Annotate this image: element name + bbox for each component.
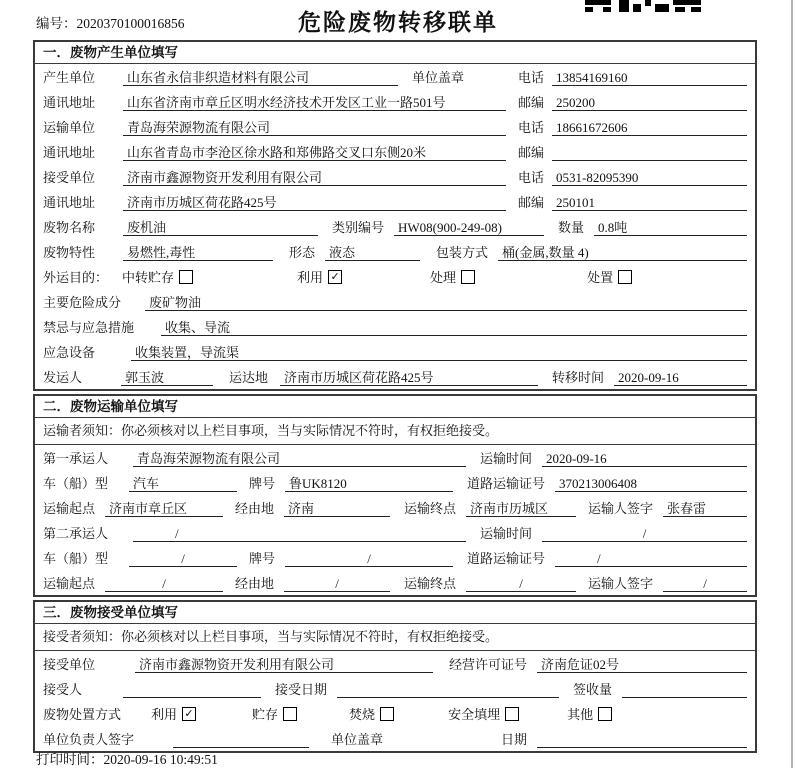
accept-date-label: 接受日期: [275, 682, 328, 697]
hazard-value: 废矿物油: [145, 294, 747, 311]
purpose-option-use: 利用 ✓: [297, 267, 342, 286]
carrier-sign-label: 运输人签字: [588, 576, 654, 591]
carrier-sign-label: 运输人签字: [588, 501, 654, 516]
plate-label: 牌号: [249, 476, 276, 491]
receiver-address-row: [35, 189, 755, 214]
section-producer: [33, 40, 757, 391]
accept-unit-label: 接受单位: [43, 657, 96, 672]
date-label: 日期: [500, 732, 527, 747]
checkbox-icon: [598, 707, 612, 721]
road-permit-value: /: [555, 550, 747, 567]
vehicle2-row: [35, 545, 755, 570]
address-label: 通讯地址: [43, 195, 96, 210]
waste-name-value: 废机油: [123, 219, 318, 236]
producer-address: 山东省济南市章丘区明水经济技术开发区工业一路501号: [123, 94, 506, 111]
waste-form-value: 液态: [325, 244, 420, 261]
waste-name-label: 废物名称: [43, 220, 96, 235]
route-start-value: 济南市章丘区: [105, 500, 223, 517]
seal-label: 单位盖章: [412, 70, 465, 85]
page-right-edge: [791, 0, 793, 768]
receiver-address: 济南市历城区荷花路425号: [123, 194, 506, 211]
phone-label: 电话: [517, 170, 544, 185]
dispatch-row: [35, 364, 755, 389]
waste-form-label: 形态: [289, 245, 316, 260]
receipt-qty-value: [622, 681, 747, 698]
address-label: 通讯地址: [43, 95, 96, 110]
receipt-qty-label: 签收量: [573, 682, 613, 697]
date-value: [537, 731, 747, 748]
road-permit-label: 道路运输证号: [467, 476, 546, 491]
waste-code-value: HW08(900-249-08): [394, 219, 544, 236]
transporter-address-row: [35, 139, 755, 164]
checkbox-icon: [618, 270, 632, 284]
route-via-value: /: [284, 575, 390, 592]
receive-notice: 接受者须知：你必须核对以上栏目事项，当与实际情况不符时，有权拒绝接受。: [35, 624, 755, 651]
accept-unit-row: [35, 651, 755, 676]
producer-phone: 13854169160: [552, 69, 747, 86]
disposal-option-other: 其他: [567, 704, 612, 723]
purpose-option-dispose: 处置: [587, 267, 632, 286]
phone-label: 电话: [517, 120, 544, 135]
producer-address-row: [35, 89, 755, 114]
producer-label: 产生单位: [43, 70, 96, 85]
plate-value: /: [285, 550, 453, 567]
carrier2-value: /: [133, 525, 466, 542]
disposal-option-store: 贮存: [252, 704, 297, 723]
disposal-option-burn: 焚烧: [349, 704, 394, 723]
carrier2-row: [35, 520, 755, 545]
section3-heading: 三．废物接受单位填写: [35, 602, 755, 624]
purpose-row: [35, 264, 755, 289]
section2-heading: 二．废物运输单位填写: [35, 396, 755, 418]
disposal-method-row: [35, 701, 755, 726]
producer-zip: 250200: [552, 94, 747, 111]
carrier1-label: 第一承运人: [43, 451, 109, 466]
receiver-value: 济南市鑫源物资开发利用有限公司: [123, 169, 506, 186]
route-end-value: /: [466, 575, 576, 592]
purpose-option-treat: 处理: [430, 267, 475, 286]
phone-label: 电话: [517, 70, 544, 85]
carrier-sign-value: 张春雷: [663, 500, 747, 517]
receiver-row: [35, 164, 755, 189]
producer-row: [35, 64, 755, 89]
emergency-measures-row: [35, 314, 755, 339]
print-time-value: 2020-09-16 10:49:51: [103, 752, 218, 767]
zip-label: 邮编: [517, 95, 544, 110]
dispatcher-value: 郭玉波: [121, 369, 213, 386]
route-start-value: /: [105, 575, 223, 592]
road-permit-value: 370213006408: [555, 475, 747, 492]
accept-person-value: [123, 681, 261, 698]
checkbox-icon: [380, 707, 394, 721]
route-start-label: 运输起点: [43, 501, 96, 516]
waste-code-label: 类别编号: [332, 220, 385, 235]
receiver-label: 接受单位: [43, 170, 96, 185]
section-receiver: [33, 600, 757, 753]
receiver-phone: 0531-82095390: [552, 169, 747, 186]
route-end-label: 运输终点: [404, 501, 457, 516]
transporter-value: 青岛海荣源物流有限公司: [123, 119, 506, 136]
unit-seal-label: 单位盖章: [331, 732, 384, 747]
checkbox-icon: ✓: [182, 707, 196, 721]
checkbox-icon: [179, 270, 193, 284]
transport-time-label: 运输时间: [479, 526, 532, 541]
accept-unit-value: 济南市鑫源物资开发利用有限公司: [135, 656, 433, 673]
transporter-row: [35, 114, 755, 139]
carrier1-row: [35, 445, 755, 470]
responsible-sign-value: [173, 731, 309, 748]
emergency-measures-value: 收集、导流: [161, 319, 747, 336]
destination-label: 运达地: [229, 370, 269, 385]
transfer-form: [33, 40, 757, 756]
vehicle1-row: [35, 470, 755, 495]
accept-person-label: 接受人: [43, 682, 83, 697]
waste-property-value: 易燃性,毒性: [123, 244, 273, 261]
print-time-label: 打印时间：: [36, 752, 104, 767]
plate-label: 牌号: [249, 551, 276, 566]
dispatcher-label: 发运人: [43, 370, 83, 385]
print-time: [36, 748, 218, 768]
plate-value: 鲁UK8120: [285, 475, 453, 492]
accept-date-value: [337, 681, 559, 698]
zip-label: 邮编: [517, 195, 544, 210]
address-label: 通讯地址: [43, 145, 96, 160]
transporter-address: 山东省青岛市李沧区徐水路和郑佛路交叉口东侧20米: [123, 144, 506, 161]
transporter-zip: [552, 144, 747, 161]
checkbox-icon: [283, 707, 297, 721]
section-transport: [33, 394, 757, 597]
vehicle-type-label: 车（船）型: [43, 551, 109, 566]
packing-value: 桶(金属,数量 4): [498, 244, 747, 261]
route1-row: [35, 495, 755, 520]
disposal-method-label: 废物处置方式: [43, 707, 122, 722]
transport-time-label: 运输时间: [479, 451, 532, 466]
route-end-label: 运输终点: [404, 576, 457, 591]
receiver-zip: 250101: [552, 194, 747, 211]
transfer-time-label: 转移时间: [552, 370, 605, 385]
checkbox-icon: ✓: [328, 270, 342, 284]
transfer-time-value: 2020-09-16: [614, 369, 747, 386]
waste-name-row: [35, 214, 755, 239]
waste-property-label: 废物特性: [43, 245, 96, 260]
responsible-sign-label: 单位负责人签字: [43, 732, 135, 747]
transporter-phone: 18661672606: [552, 119, 747, 136]
doc-number-label: 编号：: [36, 16, 77, 31]
vehicle-type-value: /: [129, 550, 237, 567]
carrier1-value: 青岛海荣源物流有限公司: [133, 450, 466, 467]
accept-person-row: [35, 676, 755, 701]
waste-qty-label: 数量: [558, 220, 585, 235]
destination-value: 济南市历城区荷花路425号: [280, 369, 538, 386]
transporter-label: 运输单位: [43, 120, 96, 135]
waste-qty-value: 0.8吨: [594, 219, 747, 236]
doc-number-value: 2020370100016856: [76, 16, 185, 31]
packing-label: 包装方式: [436, 245, 489, 260]
document-header: [0, 0, 796, 40]
road-permit-label: 道路运输证号: [467, 551, 546, 566]
emergency-equipment-value: 收集装置，导流渠: [131, 344, 747, 361]
route-end-value: 济南市历城区: [466, 500, 576, 517]
zip-label: 邮编: [517, 145, 544, 160]
vehicle-type-label: 车（船）型: [43, 476, 109, 491]
license-value: 济南危证02号: [537, 656, 747, 673]
hazard-label: 主要危险成分: [43, 295, 122, 310]
route-via-value: 济南: [284, 500, 390, 517]
carrier1-time: 2020-09-16: [542, 450, 747, 467]
route2-row: [35, 570, 755, 595]
purpose-option-transfer: 中转贮存: [122, 267, 193, 286]
vehicle-type-value: 汽车: [129, 475, 237, 492]
purpose-label: 外运目的：: [43, 270, 109, 285]
transport-notice: 运输者须知：你必须核对以上栏目事项，当与实际情况不符时，有权拒绝接受。: [35, 418, 755, 445]
emergency-equipment-label: 应急设备: [43, 345, 96, 360]
checkbox-icon: [461, 270, 475, 284]
hazard-row: [35, 289, 755, 314]
license-label: 经营许可证号: [449, 657, 528, 672]
waste-property-row: [35, 239, 755, 264]
carrier-sign-value: /: [663, 575, 747, 592]
qr-code-icon: [585, 0, 701, 12]
emergency-equipment-row: [35, 339, 755, 364]
emergency-measures-label: 禁忌与应急措施: [43, 320, 135, 335]
carrier2-time: /: [542, 525, 747, 542]
checkbox-icon: [505, 707, 519, 721]
producer-value: 山东省永信非织造材料有限公司: [123, 69, 398, 86]
route-start-label: 运输起点: [43, 576, 96, 591]
disposal-option-use: 利用 ✓: [151, 704, 196, 723]
page-title: 危险废物转移联单: [298, 9, 498, 35]
section1-heading: 一．废物产生单位填写: [35, 42, 755, 64]
disposal-option-landfill: 安全填埋: [448, 704, 519, 723]
carrier2-label: 第二承运人: [43, 526, 109, 541]
route-via-label: 经由地: [235, 501, 275, 516]
route-via-label: 经由地: [235, 576, 275, 591]
